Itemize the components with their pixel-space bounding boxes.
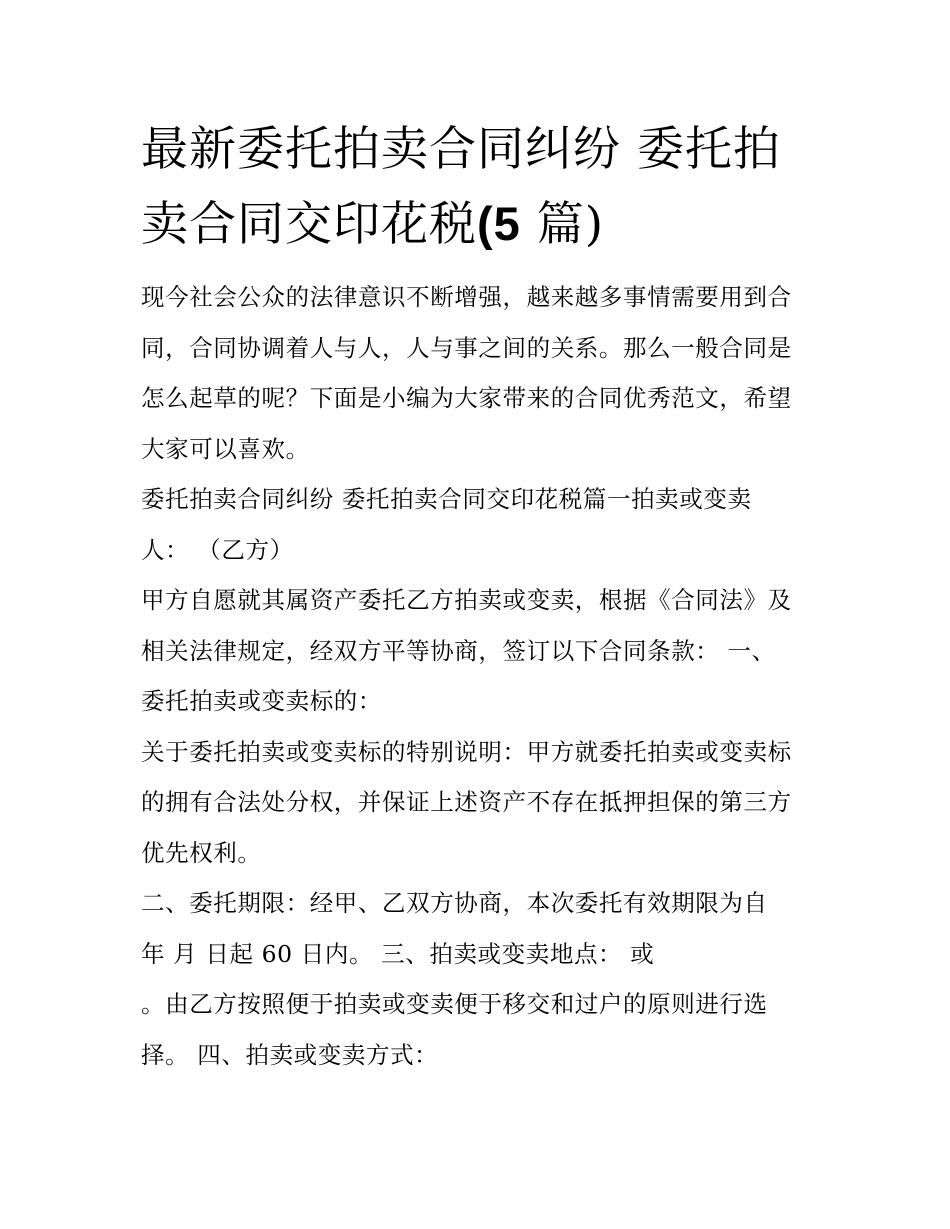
text-line: 委托拍卖或变卖标的： [141,687,382,715]
text-line: 优先权利。 [141,838,262,867]
text-line: 大家可以喜欢。 [141,434,310,463]
title-line-2: 卖合同交印花税(5 篇) [141,197,605,252]
text-line: 择。 四、拍卖或变卖方式： [141,1040,439,1069]
paragraph-agreement [141,575,821,727]
document-page [141,113,821,1080]
paragraph-special-note [141,727,821,879]
paragraph-section-heading [141,474,821,575]
text-line: 委托拍卖合同纠纷 委托拍卖合同交印花税篇一拍卖或变卖 [141,485,752,513]
text-line: 的拥有合法处分权，并保证上述资产不存在抵押担保的第三方 [141,788,792,816]
text-line: 现今社会公众的法律意识不断增强，越来越多事情需要用到合 [141,283,792,311]
title-count: (5 [477,197,521,250]
document-body [141,272,821,1080]
document-title [141,113,821,262]
title-line-1: 最新委托拍卖合同纠纷 委托拍 [141,122,781,177]
text-line: 。由乙方按照便于拍卖或变卖便于移交和过户的原则进行选 [141,990,768,1018]
paragraph-terms [141,878,821,1080]
text-line: 人： （乙方） [141,535,294,564]
text-line: 甲方自愿就其属资产委托乙方拍卖或变卖，根据《合同法》及 [141,586,792,614]
text-line: 相关法律规定，经双方平等协商，签订以下合同条款： 一、 [141,636,776,665]
text-line: 怎么起草的呢？下面是小编为大家带来的合同优秀范文，希望 [141,384,792,412]
text-line: 同，合同协调着人与人，人与事之间的关系。那么一般合同是 [141,333,792,362]
text-line: 关于委托拍卖或变卖标的特别说明：甲方就委托拍卖或变卖标 [141,737,792,766]
paragraph-intro [141,272,821,474]
text-line: 年 月 日起 60 日内。 三、拍卖或变卖地点： 或 [141,939,655,968]
text-line: 二、委托期限：经甲、乙双方协商，本次委托有效期限为自 [141,889,768,917]
